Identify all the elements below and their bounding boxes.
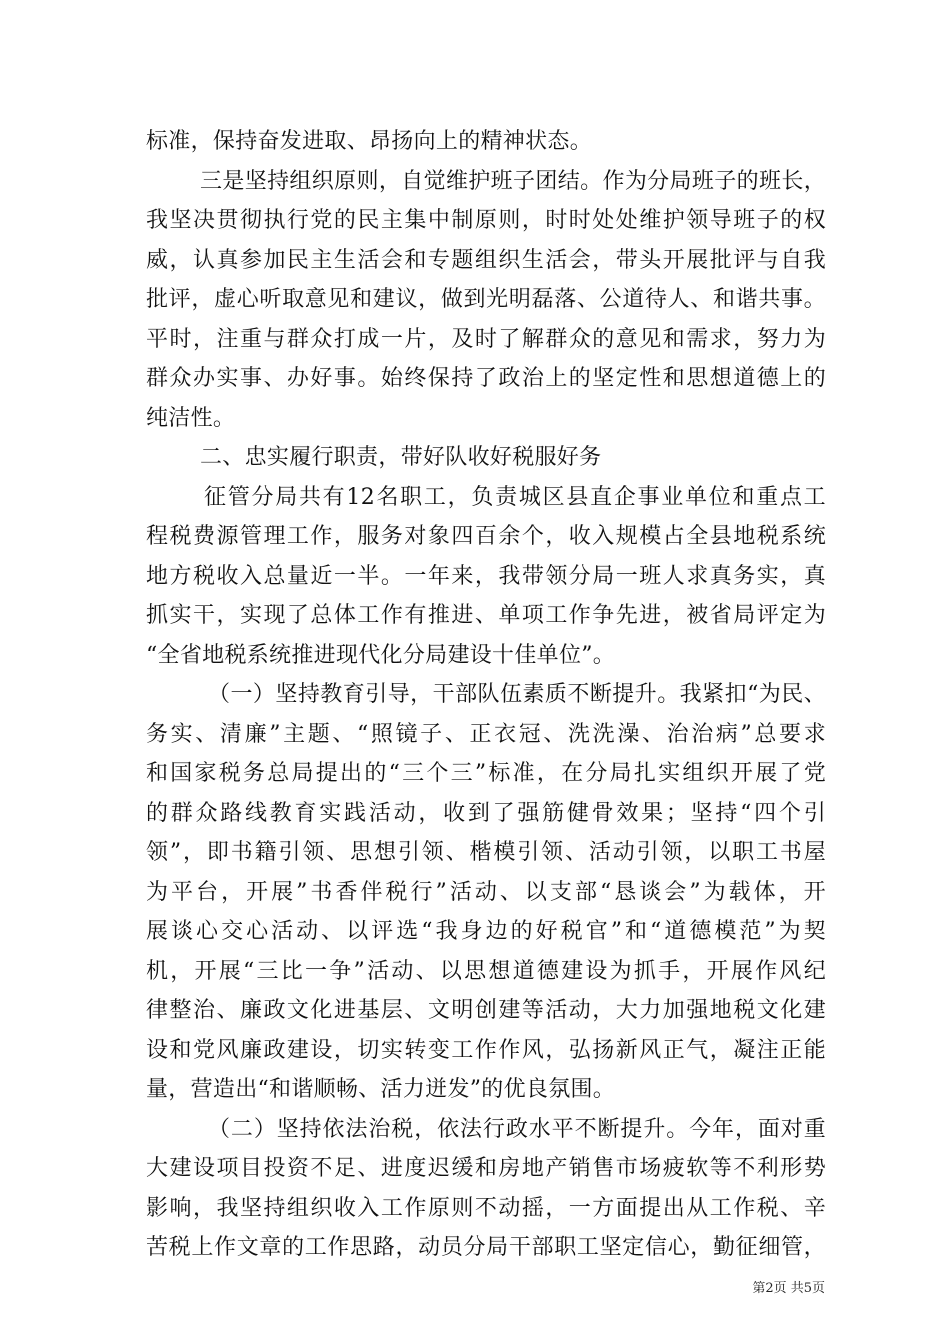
text-line: 务实、清廉”主题、“照镜子、正衣冠、洗洗澡、治治病”总要求 bbox=[146, 721, 826, 747]
text-line: “全省地税系统推进现代化分局建设十佳单位”。 bbox=[146, 642, 616, 668]
text-line: 律整治、廉政文化进基层、文明创建等活动，大力加强地税文化建 bbox=[146, 998, 826, 1023]
text-line: 影响，我坚持组织收入工作原则不动摇，一方面提出从工作税、辛 bbox=[146, 1195, 826, 1221]
text-line: 苦税上作文章的工作思路，动员分局干部职工坚定信心，勤征细管， bbox=[146, 1235, 826, 1260]
text-line: 大建设项目投资不足、进度迟缓和房地产销售市场疲软等不利形势 bbox=[146, 1156, 826, 1181]
text-line: 为平台，开展”书香伴税行”活动、以支部“恳谈会”为载体，开 bbox=[146, 879, 826, 905]
section-heading: 二、忠实履行职责，带好队收好税服好务 bbox=[200, 445, 602, 470]
text-line: 威，认真参加民主生活会和专题组织生活会，带头开展批评与自我 bbox=[146, 247, 826, 273]
text-line: 领”，即书籍引领、思想引领、楷模引领、活动引领，以职工书屋 bbox=[146, 840, 826, 865]
text-line: 的群众路线教育实践活动，收到了强筋健骨效果；坚持“四个引 bbox=[146, 800, 826, 826]
text-line: 群众办实事、办好事。始终保持了政治上的坚定性和思想道德上的 bbox=[146, 366, 826, 391]
text-line: 标准，保持奋发进取、昂扬向上的精神状态。 bbox=[146, 129, 593, 154]
text-line: 设和党风廉政建设，切实转变工作作风，弘扬新风正气，凝注正能 bbox=[146, 1037, 826, 1063]
text-line: 批评，虚心听取意见和建议，做到光明磊落、公道待人、和谐共事。 bbox=[146, 287, 826, 312]
text-line: 地方税收入总量近一半。一年来，我带领分局一班人求真务实，真 bbox=[146, 563, 826, 589]
paragraph-start: （一）坚持教育引导，干部队伍素质不断提升。我紧扣“为民、 bbox=[208, 682, 826, 707]
text-line: 展谈心交心活动、以评选“我身边的好税官”和“道德模范”为契 bbox=[146, 919, 826, 944]
text-line: 纯洁性。 bbox=[146, 405, 236, 431]
paragraph-start: 三是坚持组织原则，自觉维护班子团结。作为分局班子的班长， bbox=[200, 168, 826, 194]
page-number: 第2页 共5页 bbox=[752, 1281, 825, 1296]
text-line: 平时，注重与群众打成一片，及时了解群众的意见和需求，努力为 bbox=[146, 326, 826, 352]
text-line: 我坚决贯彻执行党的民主集中制原则，时时处处维护领导班子的权 bbox=[146, 208, 826, 233]
text-line: 抓实干，实现了总体工作有推进、单项工作争先进，被省局评定为 bbox=[146, 603, 826, 628]
text-line: 和国家税务总局提出的“三个三”标准，在分局扎实组织开展了党 bbox=[146, 761, 826, 786]
text-line: 量，营造出“和谐顺畅、活力迸发”的优良氛围。 bbox=[146, 1077, 616, 1102]
document-body bbox=[146, 122, 826, 1268]
text-line: 机，开展“三比一争”活动、以思想道德建设为抓手，开展作风纪 bbox=[146, 958, 826, 984]
text-line: 程税费源管理工作，服务对象四百余个，收入规模占全县地税系统 bbox=[146, 524, 826, 549]
paragraph-start: （二）坚持依法治税，依法行政水平不断提升。今年，面对重 bbox=[208, 1116, 826, 1142]
paragraph-start: 征管分局共有12名职工，负责城区县直企事业单位和重点工 bbox=[204, 484, 826, 510]
